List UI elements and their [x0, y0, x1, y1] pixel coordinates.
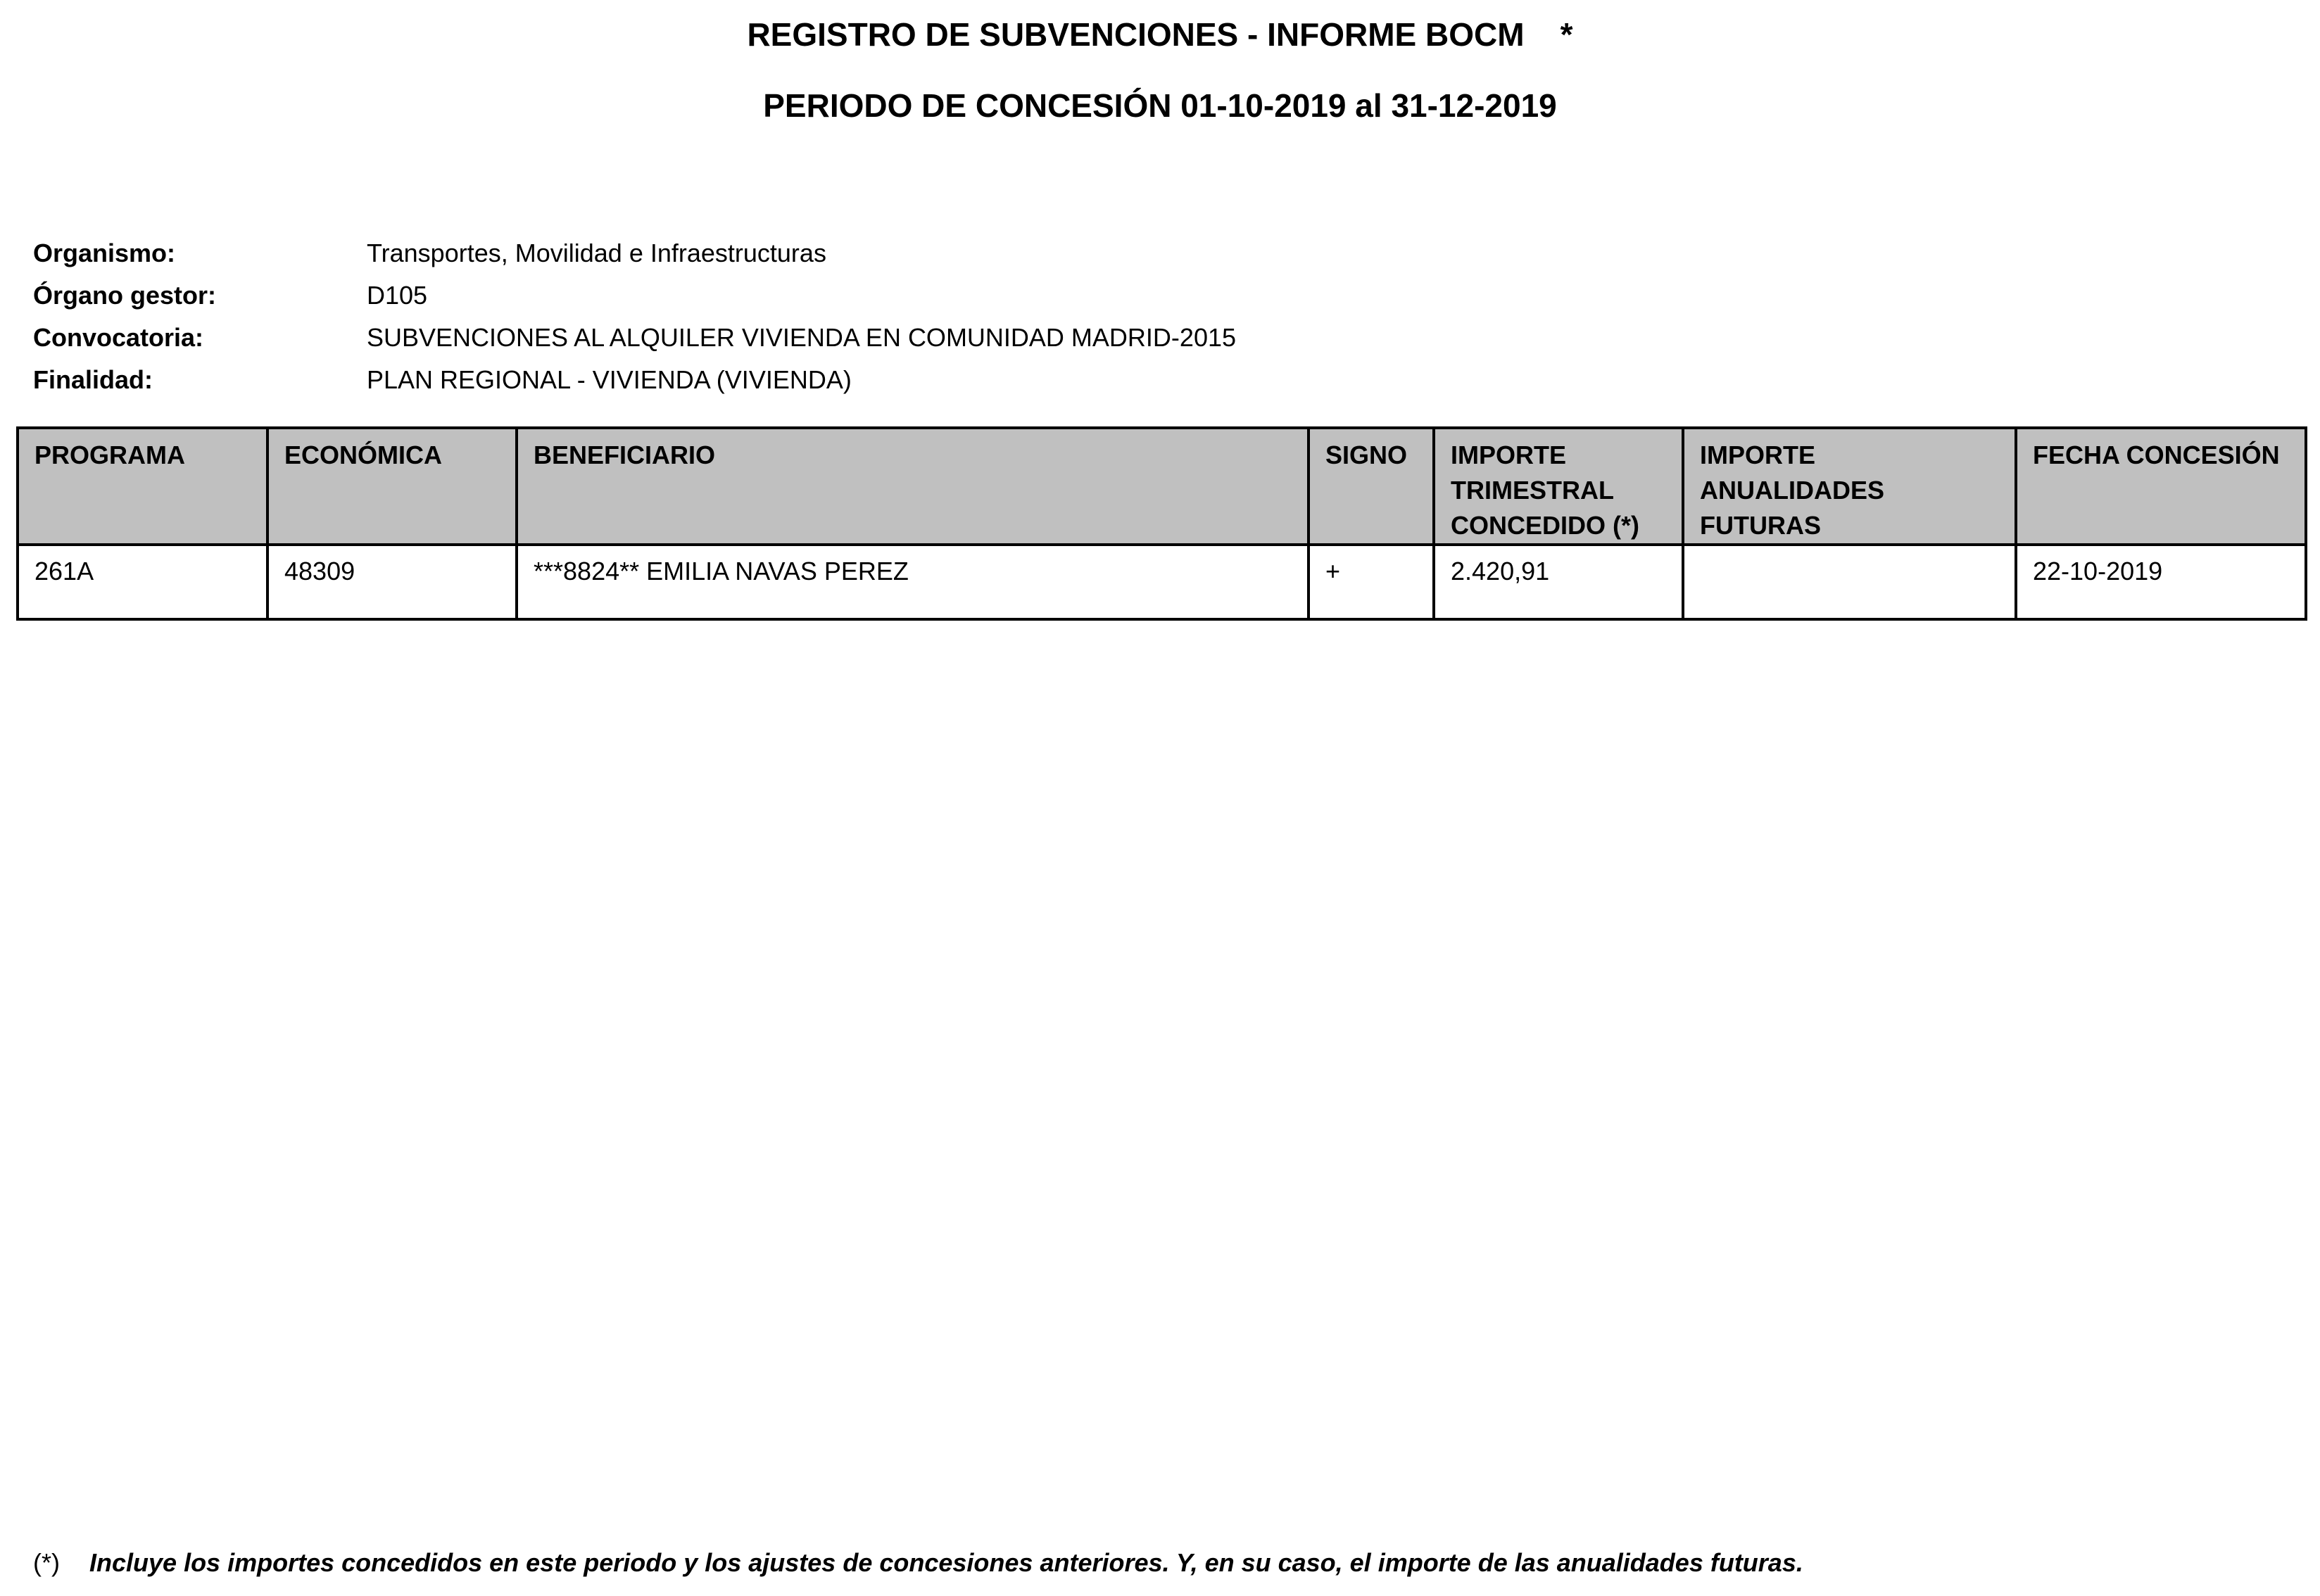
cell-importe-trimestral: 2.420,91 — [1434, 545, 1683, 619]
cell-importe-anualidades — [1683, 545, 2016, 619]
meta-row-finalidad — [33, 359, 1236, 401]
meta-value: Transportes, Movilidad e Infraestructuras — [367, 239, 826, 267]
header-line: IMPORTE — [1451, 441, 1567, 469]
subsidies-table — [16, 426, 2307, 621]
report-title: REGISTRO DE SUBVENCIONES - INFORME BOCM * — [747, 16, 1573, 53]
footnote — [33, 1548, 1803, 1578]
meta-label: Organismo: — [33, 239, 176, 267]
table-header-row — [18, 428, 2306, 545]
cell-signo: + — [1309, 545, 1434, 619]
meta-label: Convocatoria: — [33, 323, 204, 352]
meta-label: Finalidad: — [33, 365, 153, 394]
meta-value: SUBVENCIONES AL ALQUILER VIVIENDA EN COMUNIDAD MADRID-2015 — [367, 323, 1237, 352]
meta-row-organo-gestor — [33, 274, 1236, 317]
header-line: IMPORTE — [1700, 441, 1816, 469]
col-header-importe-anualidades — [1683, 428, 2016, 545]
header-line: CONCEDIDO (*) — [1451, 511, 1639, 540]
col-header-economica: ECONÓMICA — [267, 428, 517, 545]
meta-value: D105 — [367, 281, 428, 310]
footnote-mark: (*) — [33, 1548, 60, 1577]
col-header-fecha: FECHA CONCESIÓN — [2016, 428, 2306, 545]
cell-beneficiario: ***8824** EMILIA NAVAS PEREZ — [517, 545, 1309, 619]
header-line: TRIMESTRAL — [1451, 476, 1614, 505]
table-row — [18, 545, 2306, 619]
col-header-signo: SIGNO — [1309, 428, 1434, 545]
meta-section — [33, 232, 1236, 401]
meta-row-organismo — [33, 232, 1236, 274]
footnote-text: Incluye los importes concedidos en este periodo y los ajustes de concesiones anteriores. Y, en su caso, el importe de las anualidades futuras. — [89, 1548, 1803, 1577]
meta-value: PLAN REGIONAL - VIVIENDA (VIVIENDA) — [367, 365, 852, 394]
cell-fecha: 22-10-2019 — [2016, 545, 2306, 619]
col-header-programa: PROGRAMA — [18, 428, 267, 545]
cell-programa: 261A — [18, 545, 267, 619]
col-header-beneficiario: BENEFICIARIO — [517, 428, 1309, 545]
col-header-importe-trimestral — [1434, 428, 1683, 545]
header-line: FUTURAS — [1700, 511, 1821, 540]
header-line: ANUALIDADES — [1700, 476, 1885, 505]
cell-economica: 48309 — [267, 545, 517, 619]
meta-label: Órgano gestor: — [33, 281, 217, 310]
meta-row-convocatoria — [33, 317, 1236, 359]
period-title: PERIODO DE CONCESIÓN 01-10-2019 al 31-12-2019 — [763, 87, 1557, 124]
